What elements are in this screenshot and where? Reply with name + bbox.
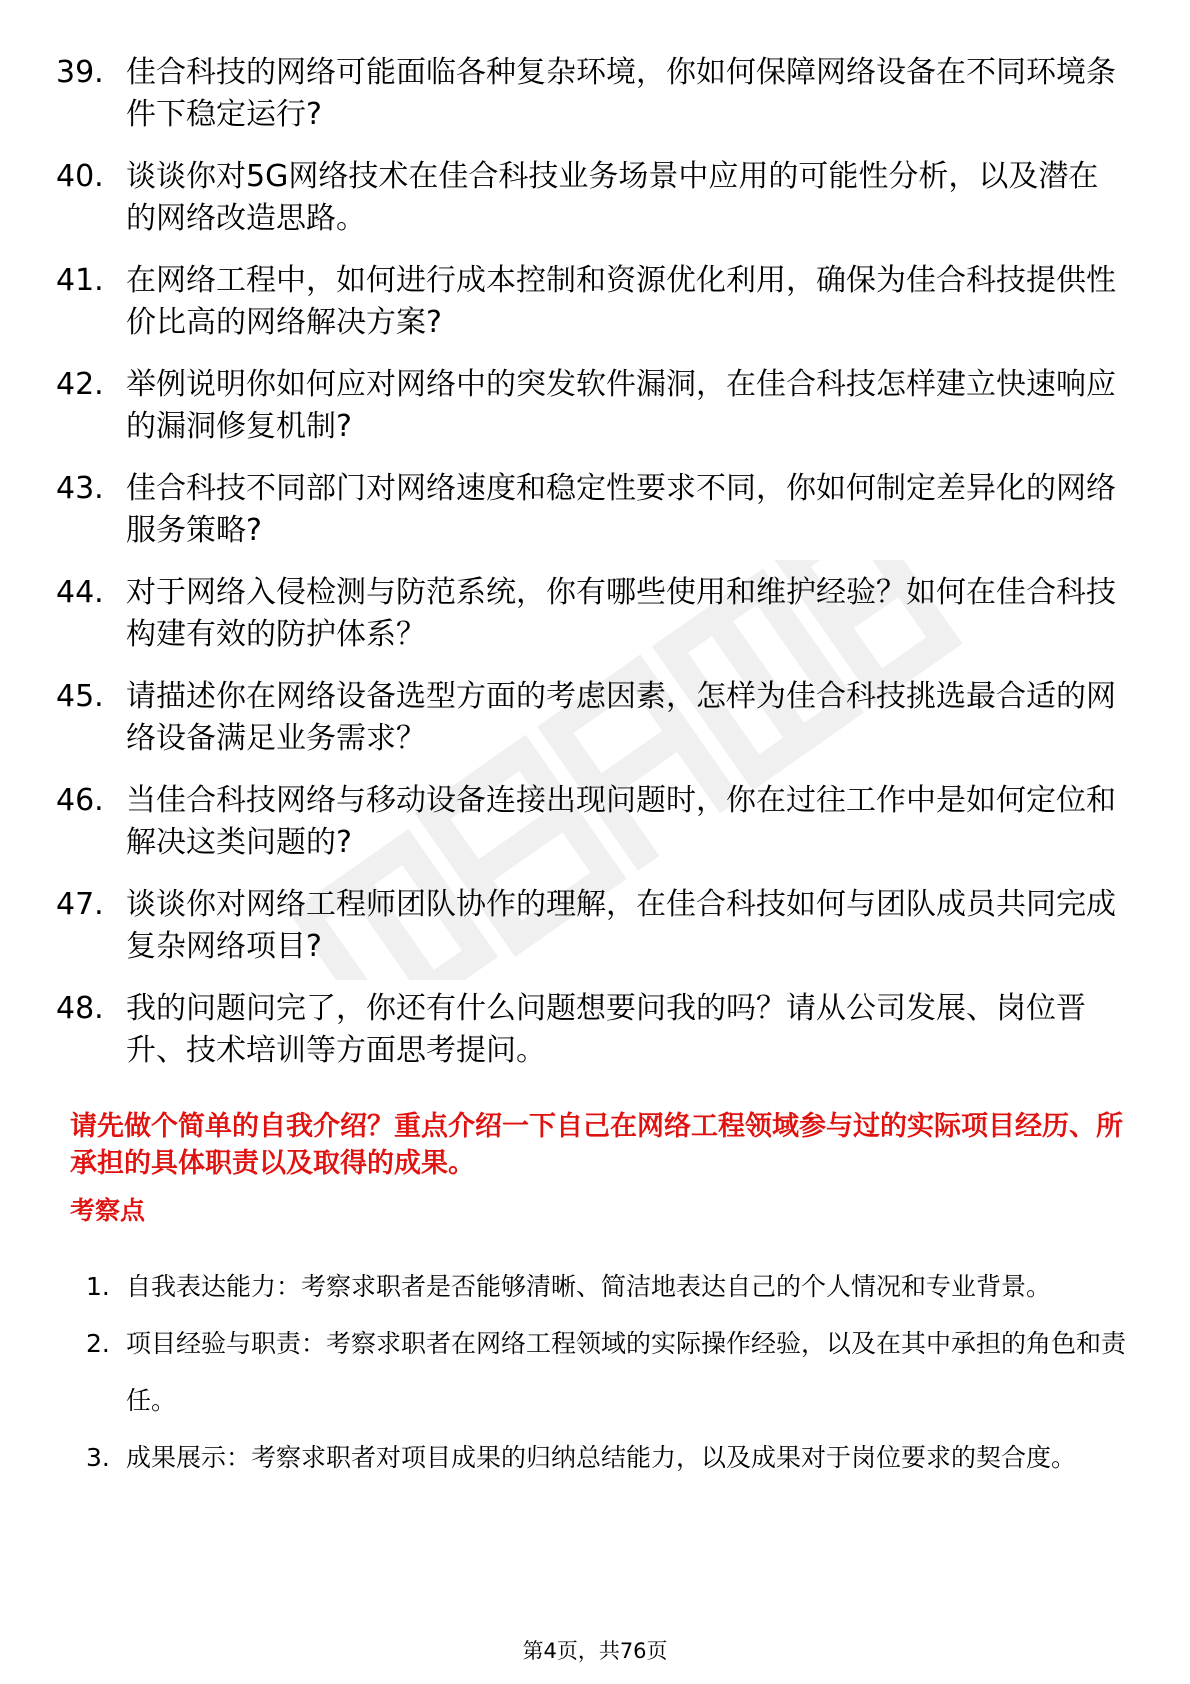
assessment-point <box>86 1315 1126 1429</box>
question-list <box>56 52 1116 1092</box>
question-item <box>56 988 1116 1072</box>
question-item <box>56 884 1116 968</box>
point-number: 1. <box>86 1272 110 1301</box>
question-item <box>56 156 1116 240</box>
question-text: 我的问题问完了，你还有什么问题想要问我的吗？请从公司发展、岗位晋升、技术培训等方面思考提问。 <box>126 991 1086 1068</box>
assessment-point <box>86 1258 1126 1315</box>
question-number: 44. <box>56 575 104 610</box>
question-item <box>56 260 1116 344</box>
section-label-assessment-points: 考察点 <box>70 1196 146 1225</box>
question-text: 当佳合科技网络与移动设备连接出现问题时，你在过往工作中是如何定位和解决这类问题的? <box>126 783 1116 860</box>
question-number: 39. <box>56 55 104 90</box>
question-text: 举例说明你如何应对网络中的突发软件漏洞，在佳合科技怎样建立快速响应的漏洞修复机制? <box>126 367 1116 444</box>
highlight-question: 请先做个简单的自我介绍？重点介绍一下自己在网络工程领域参与过的实际项目经历、所承担的具体职责以及取得的成果。 <box>70 1111 1123 1179</box>
assessment-point <box>86 1429 1126 1486</box>
question-number: 46. <box>56 783 104 818</box>
question-item <box>56 780 1116 864</box>
question-text: 佳合科技的网络可能面临各种复杂环境，你如何保障网络设备在不同环境条件下稳定运行? <box>126 55 1116 132</box>
assessment-points-list <box>86 1258 1126 1486</box>
question-item <box>56 52 1116 136</box>
question-item <box>56 572 1116 656</box>
question-text: 谈谈你对网络工程师团队协作的理解，在佳合科技如何与团队成员共同完成复杂网络项目? <box>126 887 1116 964</box>
question-number: 40. <box>56 159 104 194</box>
question-item <box>56 468 1116 552</box>
question-number: 42. <box>56 367 104 402</box>
question-item <box>56 364 1116 448</box>
question-number: 47. <box>56 887 104 922</box>
point-text: 自我表达能力：考察求职者是否能够清晰、简洁地表达自己的个人情况和专业背景。 <box>126 1272 1052 1301</box>
point-number: 3. <box>86 1443 110 1472</box>
question-item <box>56 676 1116 760</box>
page-footer: 第4页，共76页 <box>522 1639 668 1663</box>
question-number: 41. <box>56 263 104 298</box>
question-number: 43. <box>56 471 104 506</box>
point-text: 项目经验与职责：考察求职者在网络工程领域的实际操作经验，以及在其中承担的角色和责任。 <box>126 1329 1127 1415</box>
point-text: 成果展示：考察求职者对项目成果的归纳总结能力，以及成果对于岗位要求的契合度。 <box>126 1443 1077 1472</box>
question-text: 在网络工程中，如何进行成本控制和资源优化利用，确保为佳合科技提供性价比高的网络解决方案? <box>126 263 1116 340</box>
point-number: 2. <box>86 1329 110 1358</box>
question-text: 请描述你在网络设备选型方面的考虑因素，怎样为佳合科技挑选最合适的网络设备满足业务需求？ <box>126 679 1116 756</box>
question-text: 对于网络入侵检测与防范系统，你有哪些使用和维护经验？如何在佳合科技构建有效的防护体系？ <box>126 575 1116 652</box>
question-number: 45. <box>56 679 104 714</box>
question-number: 48. <box>56 991 104 1026</box>
question-text: 佳合科技不同部门对网络速度和稳定性要求不同，你如何制定差异化的网络服务策略? <box>126 471 1116 548</box>
question-text: 谈谈你对5G网络技术在佳合科技业务场景中应用的可能性分析，以及潜在的网络改造思路。 <box>126 159 1099 236</box>
